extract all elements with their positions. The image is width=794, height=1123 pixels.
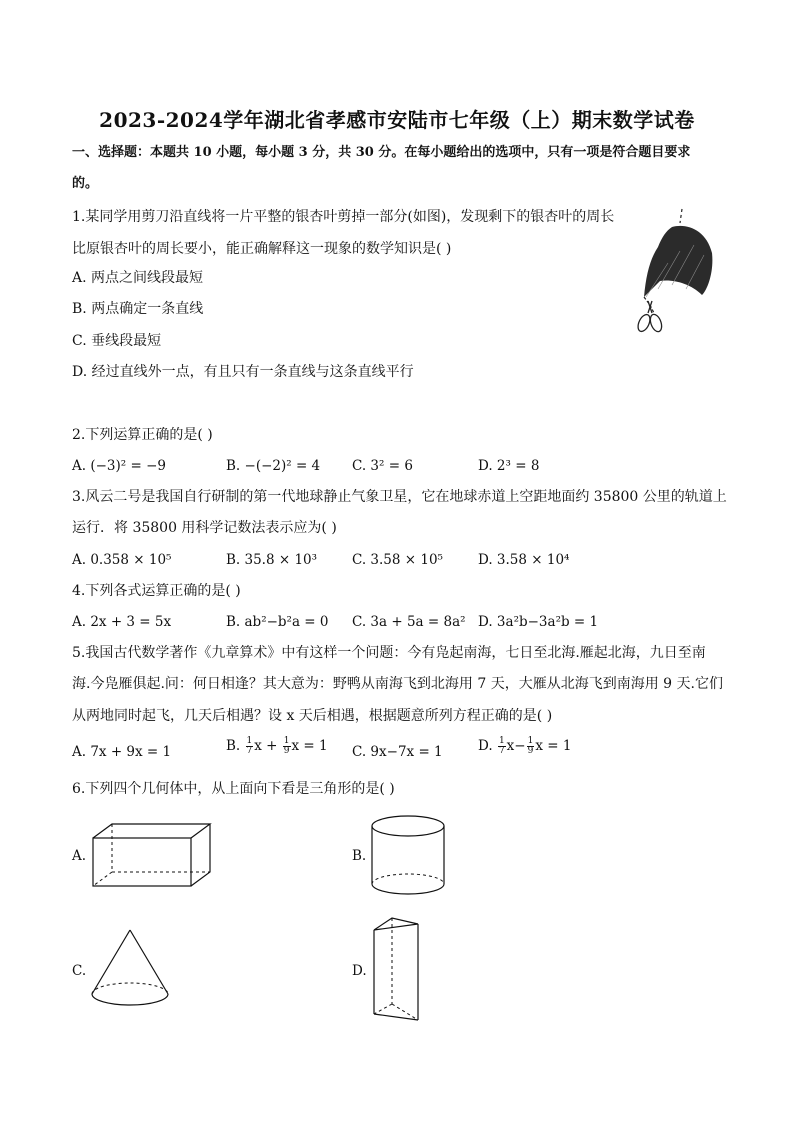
q1-stem-line2: 比原银杏叶的周长要小，能正确解释这一现象的数学知识是( ): [72, 241, 452, 257]
q5-option-b-label: B.: [226, 738, 245, 754]
q1-option-c: C. 垂线段最短: [72, 333, 162, 349]
q1-option-b: B. 两点确定一条直线: [72, 301, 204, 317]
q1-stem-line1: 1.某同学用剪刀沿直线将一片平整的银杏叶剪掉一部分(如图)，发现剩下的银杏叶的周长: [72, 209, 615, 225]
q5-option-a: A. 7x + 9x = 1: [72, 744, 172, 760]
q5-option-b: B. $\frac{1}{7}$ x + $\frac{1}{9}$ x = 1: [226, 736, 328, 756]
q6-option-b-label: B.: [352, 848, 367, 864]
q6-option-d-label: D.: [352, 963, 367, 979]
section-heading-line2: 的。: [72, 176, 99, 191]
q2-stem: 2.下列运算正确的是( ): [72, 427, 213, 443]
q5-option-d: D. $\frac{1}{7}$ x− $\frac{1}{9}$ x = 1: [478, 736, 572, 756]
cylinder-figure: [368, 812, 450, 900]
q3-stem-line1: 3.风云二号是我国自行研制的第一代地球静止气象卫星，它在地球赤道上空距地面约 35800 公里的轨道上: [72, 489, 727, 505]
fraction-one-ninth: $\frac{1}{9}$: [283, 736, 290, 756]
q5-stem-line3: 从两地同时起飞，几天后相遇？设 x 天后相遇，根据题意所列方程正确的是( ): [72, 708, 553, 724]
q2-option-d: D. 2³ = 8: [478, 458, 540, 474]
q2-option-b: B. −(−2)² = 4: [226, 458, 321, 474]
q1-option-d: D. 经过直线外一点，有且只有一条直线与这条直线平行: [72, 364, 414, 380]
q3-stem-line2: 运行．将 35800 用科学记数法表示应为( ): [72, 520, 337, 536]
q2-option-a: A. (−3)² = −9: [72, 458, 166, 474]
cone-figure: [88, 926, 172, 1010]
q4-option-a: A. 2x + 3 = 5x: [72, 614, 172, 630]
q3-option-b: B. 35.8 × 10³: [226, 552, 318, 568]
q4-option-c: C. 3a + 5a = 8a²: [352, 614, 466, 630]
triangular-prism-figure: [370, 914, 424, 1024]
q6-option-c-label: C.: [72, 963, 87, 979]
q5-stem-line1: 5.我国古代数学著作《九章算术》中有这样一个问题：今有凫起南海，七日至北海.雁起北海，九日至南: [72, 645, 706, 661]
q3-option-a: A. 0.358 × 10⁵: [72, 552, 172, 568]
rectangular-prism-figure: [88, 820, 218, 892]
q2-option-c: C. 3² = 6: [352, 458, 413, 474]
q4-stem: 4.下列各式运算正确的是( ): [72, 583, 241, 599]
q5-option-d-label: D.: [478, 738, 497, 754]
q5-stem-line2: 海.今凫雁俱起.问：何日相逢？其大意为：野鸭从南海飞到北海用 7 天，大雁从北海飞到南海用 9 天.它们: [72, 676, 723, 692]
q6-stem: 6.下列四个几何体中，从上面向下看是三角形的是( ): [72, 781, 395, 797]
q3-option-c: C. 3.58 × 10⁵: [352, 552, 443, 568]
q4-option-b: B. ab²−b²a = 0: [226, 614, 329, 630]
q6-option-a-label: A.: [72, 848, 87, 864]
q4-option-d: D. 3a²b−3a²b = 1: [478, 614, 599, 630]
section-heading-line1: 一、选择题：本题共 10 小题，每小题 3 分，共 30 分。在每小题给出的选项中，只有一项是符合题目要求: [72, 145, 691, 160]
page-title: 2023-2024学年湖北省孝感市安陆市七年级（上）期末数学试卷: [99, 108, 695, 132]
q3-option-d: D. 3.58 × 10⁴: [478, 552, 570, 568]
q5-option-c: C. 9x−7x = 1: [352, 744, 443, 760]
fraction-one-seventh: $\frac{1}{7}$: [246, 736, 253, 756]
q1-option-a: A. 两点之间线段最短: [72, 270, 204, 286]
fraction-one-seventh: $\frac{1}{7}$: [498, 736, 505, 756]
fraction-one-ninth: $\frac{1}{9}$: [527, 736, 534, 756]
ginkgo-leaf-image: [628, 205, 720, 337]
